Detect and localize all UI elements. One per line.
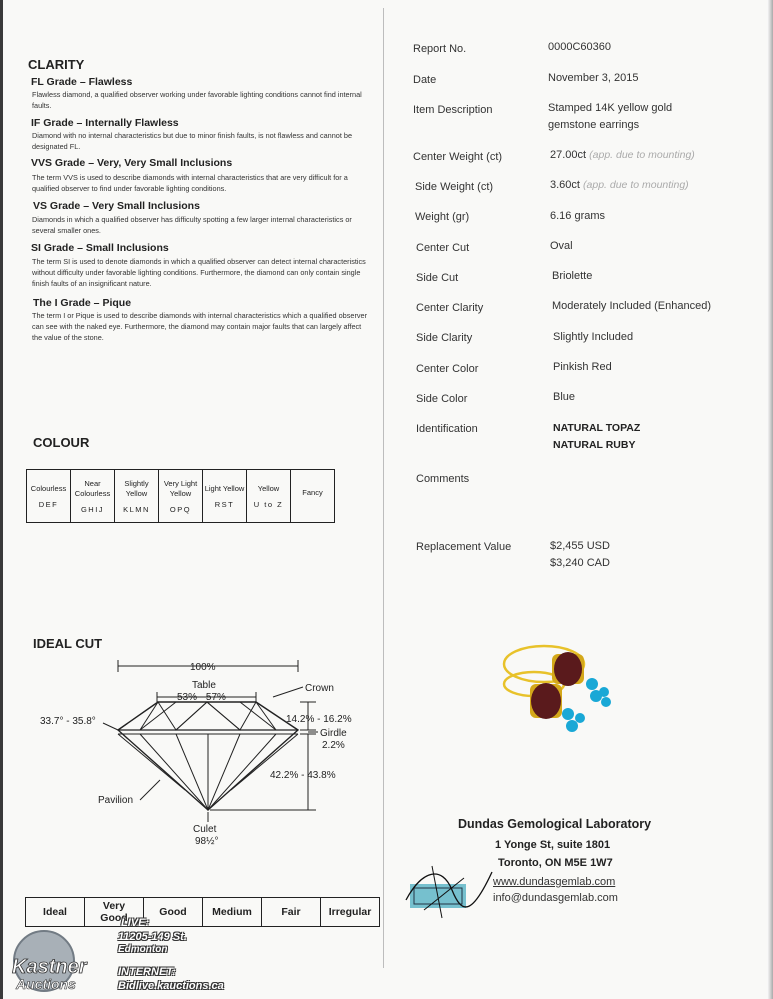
grade-title-if: IF Grade – Internally Flawless: [31, 117, 179, 129]
diagram-label-crown: Crown: [305, 683, 334, 694]
diagram-label-culet: Culet: [193, 824, 217, 835]
clarity-heading: CLARITY: [28, 57, 85, 72]
value-item-description: Stamped 14K yellow gold: [548, 102, 673, 114]
label-side-clarity: Side Clarity: [416, 332, 473, 344]
value-item-description-2: gemstone earrings: [548, 119, 640, 131]
ideal-cut-heading: IDEAL CUT: [33, 636, 103, 651]
value-date: November 3, 2015: [548, 72, 639, 84]
label-replacement-value: Replacement Value: [416, 541, 512, 553]
grade-text-if: Diamond with no internal characteristics but due to minor finish faults, is not flawless and cannot be designated FL.: [32, 131, 353, 151]
grade-title-vs: VS Grade – Very Small Inclusions: [33, 200, 200, 212]
label-date: Date: [413, 74, 437, 86]
label-center-color: Center Color: [416, 363, 479, 375]
label-comments: Comments: [416, 473, 470, 485]
colour-cell-colourless: Colourless DEF: [27, 470, 71, 523]
value-report-no: 0000C60360: [548, 41, 612, 53]
grade-text-fl: Flawless diamond, a qualified observer working under favorable lighting conditions cannot find internal faults.: [32, 90, 362, 110]
grade-text-vs: Diamonds in which a qualified observer has difficulty spotting a few larger internal characteristics or several smaller ones.: [32, 215, 352, 235]
watermark-address: 11205-149 St.: [118, 931, 187, 943]
diagram-label-pavilion-depth: 42.2% - 43.8%: [270, 770, 336, 781]
colour-heading: COLOUR: [33, 435, 90, 450]
label-item-description: Item Description: [413, 104, 493, 116]
colour-scale-table: [26, 469, 335, 523]
cut-grade-good: Good: [144, 898, 203, 927]
watermark-city: Edmonton: [118, 944, 168, 955]
signature-seal: [402, 860, 498, 922]
diagram-label-crown-angle: 33.7° - 35.8°: [40, 716, 96, 727]
diagram-label-girdle-value: 2.2%: [322, 740, 345, 751]
topaz-drop: [562, 708, 574, 720]
value-center-weight: 27.00ct (app. due to mounting): [550, 149, 695, 161]
earrings-photo: [494, 636, 624, 736]
diamond-proportions-diagram: [0, 650, 383, 850]
value-center-cut: Oval: [550, 240, 573, 252]
logo-text-kastner: Kastner: [12, 956, 87, 978]
cut-grade-very-good: Very Good: [85, 898, 144, 927]
ruby-stone-top: [554, 652, 582, 686]
value-side-cut: Briolette: [552, 270, 593, 282]
value-side-clarity: Slightly Included: [553, 331, 634, 343]
diagram-label-table: Table: [192, 680, 216, 691]
cut-grade-table: [25, 897, 380, 927]
diagram-label-pavilion: Pavilion: [98, 795, 134, 806]
grade-title-fl: FL Grade – Flawless: [31, 76, 133, 88]
column-divider: [383, 8, 384, 968]
topaz-drop: [566, 720, 578, 732]
value-weight-gr: 6.16 grams: [550, 210, 606, 222]
label-center-weight: Center Weight (ct): [413, 151, 503, 163]
value-replacement-usd: $2,455 USD: [550, 540, 610, 552]
label-weight-gr: Weight (gr): [415, 211, 470, 223]
ruby-stone-bottom: [531, 683, 561, 719]
value-replacement-cad: $3,240 CAD: [550, 557, 610, 569]
cut-grade-ideal: Ideal: [26, 898, 85, 927]
diagram-label-crown-height: 14.2% - 16.2%: [286, 714, 352, 725]
lab-address-1: 1 Yonge St, suite 1801: [495, 839, 611, 851]
topaz-drop: [586, 678, 598, 690]
lab-address-2: Toronto, ON M5E 1W7: [498, 857, 613, 869]
colour-cell-fancy: Fancy: [291, 470, 335, 523]
colour-cell-slightly-yellow: Slightly Yellow KLMN: [115, 470, 159, 523]
value-side-color: Blue: [553, 391, 576, 403]
logo-text-auctions: Auctions: [16, 976, 76, 992]
grade-title-vvs: VVS Grade – Very, Very Small Inclusions: [31, 157, 233, 169]
kastner-auctions-logo: [8, 925, 108, 995]
label-identification: Identification: [416, 423, 478, 435]
cut-grade-medium: Medium: [203, 898, 262, 927]
label-center-cut: Center Cut: [416, 242, 470, 254]
value-side-weight: 3.60ct (app. due to mounting): [550, 179, 689, 191]
value-identification-2: NATURAL RUBY: [553, 439, 636, 451]
colour-cell-near-colourless: Near Colourless GHIJ: [71, 470, 115, 523]
topaz-drop: [575, 713, 585, 723]
label-side-color: Side Color: [416, 393, 468, 405]
watermark-internet-label: INTERNET:: [118, 966, 176, 978]
label-report-no: Report No.: [413, 43, 467, 55]
lab-website-link[interactable]: www.dundasgemlab.com: [493, 876, 616, 888]
grade-title-si: SI Grade – Small Inclusions: [31, 242, 169, 254]
note-center-weight: (app. due to mounting): [589, 149, 695, 161]
value-center-clarity: Moderately Included (Enhanced): [552, 300, 711, 312]
diagram-label-table-range: 53% - 57%: [177, 692, 226, 703]
value-identification-1: NATURAL TOPAZ: [553, 422, 641, 434]
topaz-drop: [590, 690, 602, 702]
cut-grade-fair: Fair: [262, 898, 321, 927]
label-side-cut: Side Cut: [416, 272, 459, 284]
grade-text-i: The term I or Pique is used to describe diamonds with internal characteristics which a qualified observer can see with the naked eye. Furthermore, the diamond may contain major faults that can largely affect the value of the stone.: [32, 311, 368, 342]
diagram-label-culet-value: 98½°: [195, 836, 219, 847]
note-side-weight: (app. due to mounting): [583, 179, 689, 191]
diagram-label-total: 100%: [190, 662, 216, 673]
value-center-color: Pinkish Red: [553, 361, 612, 373]
colour-cell-very-light-yellow: Very Light Yellow OPQ: [159, 470, 203, 523]
label-center-clarity: Center Clarity: [416, 302, 484, 314]
grade-title-i: The I Grade – Pique: [33, 297, 132, 309]
cut-grade-irregular: Irregular: [321, 898, 380, 927]
grade-text-vvs: The term VVS is used to describe diamonds with internal characteristics that are very difficult for a qualified observer to find under favorable lighting conditions.: [32, 173, 348, 193]
topaz-drop: [601, 697, 611, 707]
label-side-weight: Side Weight (ct): [415, 181, 494, 193]
watermark-live-label: LIVE:: [121, 917, 150, 929]
grade-text-si: The term SI is used to denote diamonds in which a qualified observer can detect internal characteristics without difficulty under favorable lighting conditions. Furthermore, the diamond can only contain single finish faults of an insignificant nature.: [32, 257, 366, 288]
diagram-label-girdle: Girdle: [320, 728, 347, 739]
page-right-edge: [767, 0, 773, 999]
lab-email: info@dundasgemlab.com: [493, 892, 618, 904]
watermark-internet-url[interactable]: Bidlive.kauctions.ca: [118, 980, 224, 992]
colour-cell-light-yellow: Light Yellow RST: [203, 470, 247, 523]
lab-name: Dundas Gemological Laboratory: [458, 817, 652, 831]
colour-cell-yellow: Yellow U to Z: [247, 470, 291, 523]
